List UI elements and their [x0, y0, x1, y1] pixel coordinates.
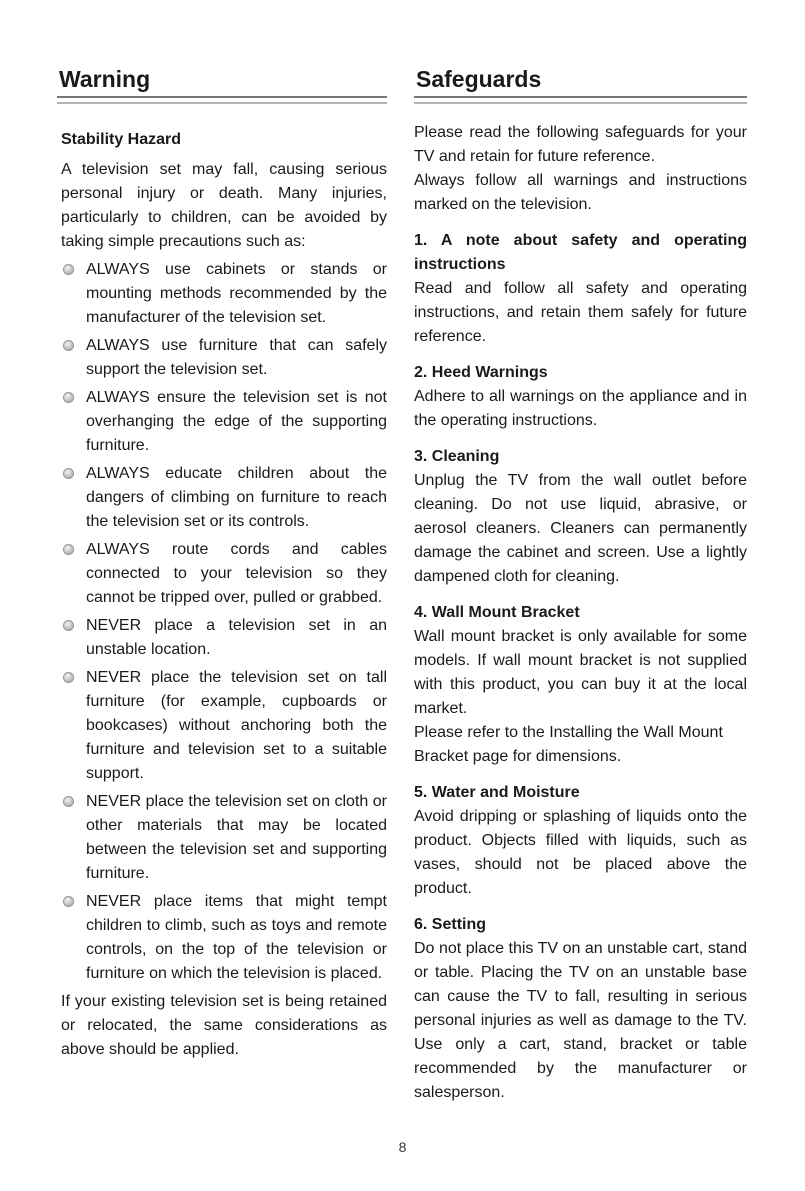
warning-bullet-item: NEVER place the television set on cloth or other materials that may be located between the television set and supporting furniture.: [61, 790, 387, 886]
warning-bullet-item: ALWAYS use cabinets or stands or mounting methods recommended by the manufacturer of the television set.: [61, 258, 387, 330]
safeguards-column: [414, 64, 747, 1105]
bullet-icon: [63, 672, 74, 683]
safeguard-section-title: 6. Setting: [414, 916, 487, 933]
bullet-icon: [63, 796, 74, 807]
safeguard-section: [414, 913, 747, 1105]
safeguards-intro-1: Please read the following safeguards for your TV and retain for future reference.: [414, 124, 747, 165]
safeguards-heading: Safeguards: [416, 66, 542, 92]
safeguard-section-body: Read and follow all safety and operating instructions, and retain them safely for future reference.: [414, 280, 747, 345]
safeguard-section-body: Unplug the TV from the wall outlet before cleaning. Do not use liquid, abrasive, or aerosol cleaners. Cleaners can permanently damage the cabinet and screen. Use a lightly dampened cloth for cleaning.: [414, 472, 747, 585]
safeguard-section-title: 2. Heed Warnings: [414, 364, 548, 381]
bullet-icon: [63, 620, 74, 631]
bullet-icon: [63, 544, 74, 555]
bullet-icon: [63, 340, 74, 351]
warning-heading-rule: [57, 96, 387, 104]
warning-bullet-item: NEVER place a television set in an unstable location.: [61, 614, 387, 662]
safeguard-section: [414, 601, 747, 769]
warning-closing: If your existing television set is being retained or relocated, the same considerations as above should be applied.: [61, 993, 387, 1058]
warning-bullet-item: ALWAYS route cords and cables connected to your television so they cannot be tripped over, pulled or grabbed.: [61, 538, 387, 610]
bullet-icon: [63, 896, 74, 907]
warning-bullet-item: NEVER place items that might tempt children to climb, such as toys and remote controls, on the top of the television or furniture on which the television is placed.: [61, 890, 387, 986]
bullet-icon: [63, 392, 74, 403]
safeguard-section: [414, 445, 747, 589]
safeguard-section-body: Do not place this TV on an unstable cart, stand or table. Placing the TV on an unstable base can cause the TV to fall, resulting in serious personal injuries as well as damage to the TV. Use only a cart, stand, bracket or table recommended by the manufacturer or salesperson.: [414, 940, 747, 1101]
safeguard-section: [414, 229, 747, 349]
warning-heading: Warning: [59, 66, 151, 92]
warning-bullet-item: ALWAYS use furniture that can safely support the television set.: [61, 334, 387, 382]
warning-body: [57, 128, 387, 1062]
warning-bullet-item: ALWAYS ensure the television set is not overhanging the edge of the supporting furniture.: [61, 386, 387, 458]
safeguards-body: [414, 121, 747, 1105]
safeguard-section-body: Avoid dripping or splashing of liquids onto the product. Objects filled with liquids, such as vases, should not be placed above the product.: [414, 808, 747, 897]
safeguard-section-body: Please refer to the Installing the Wall Mount Bracket page for dimensions.: [414, 724, 723, 765]
safeguard-section: [414, 361, 747, 433]
safeguards-heading-rule: [414, 96, 747, 104]
stability-hazard-heading: Stability Hazard: [61, 131, 182, 148]
safeguard-section-body: Adhere to all warnings on the appliance and in the operating instructions.: [414, 388, 747, 429]
warning-bullet-item: NEVER place the television set on tall furniture (for example, cupboards or bookcases) without anchoring both the furniture and television set to a suitable support.: [61, 666, 387, 786]
page-number: 8: [398, 1139, 407, 1155]
warning-bullet-list: [61, 258, 387, 986]
safeguard-section-title: 4. Wall Mount Bracket: [414, 604, 580, 621]
warning-intro: A television set may fall, causing serious personal injury or death. Many injuries, particularly to children, can be avoided by taking simple precautions such as:: [61, 161, 387, 250]
safeguard-section: [414, 781, 747, 901]
bullet-icon: [63, 468, 74, 479]
warning-column: [57, 64, 387, 1062]
warning-bullet-item: ALWAYS educate children about the dangers of climbing on furniture to reach the television set or its controls.: [61, 462, 387, 534]
safeguard-section-body: Wall mount bracket is only available for some models. If wall mount bracket is not supplied with this product, you can buy it at the local market.: [414, 628, 747, 717]
safeguard-section-title: 5. Water and Moisture: [414, 784, 580, 801]
safeguards-intro-2: Always follow all warnings and instructions marked on the television.: [414, 172, 747, 213]
bullet-icon: [63, 264, 74, 275]
safeguard-section-title: 1. A note about safety and operating instructions: [414, 232, 747, 273]
safeguard-section-title: 3. Cleaning: [414, 448, 500, 465]
